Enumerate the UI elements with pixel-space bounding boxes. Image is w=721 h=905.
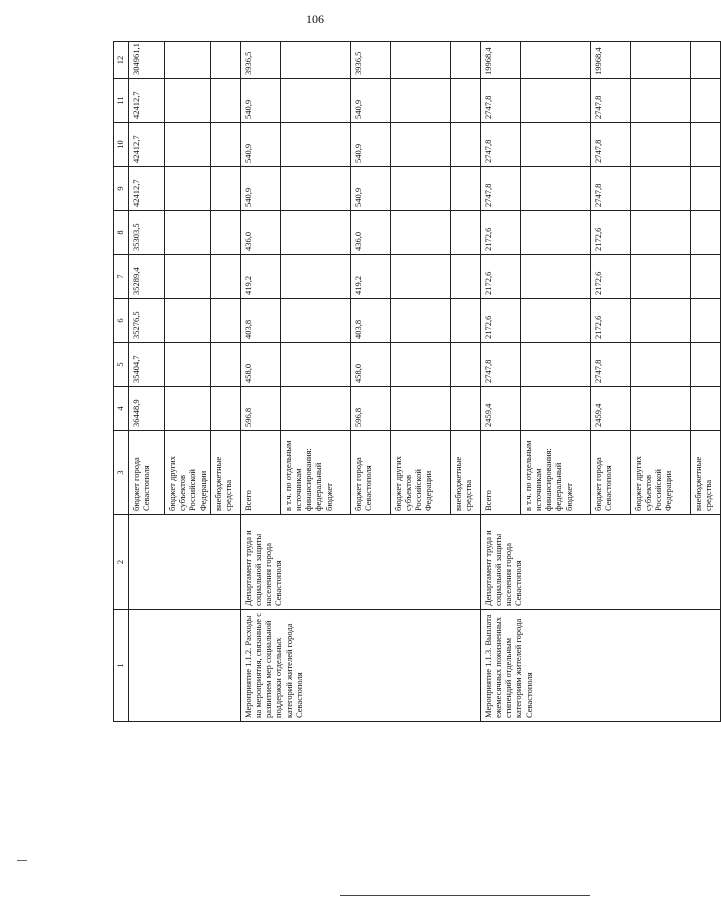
amount-cell	[520, 255, 590, 299]
amount-cell	[630, 42, 690, 79]
funding-source-cell: бюджет города Севастополя	[350, 431, 390, 515]
funding-source-cell: бюджет города Севастополя	[590, 431, 630, 515]
amount-cell	[630, 79, 690, 123]
amount-cell	[690, 255, 720, 299]
header-cell: 9	[114, 167, 129, 211]
amount-cell: 42412,7	[129, 167, 165, 211]
amount-cell: 2747,8	[590, 79, 630, 123]
amount-cell	[520, 79, 590, 123]
department-cell	[129, 515, 241, 610]
amount-cell: 540,9	[350, 79, 390, 123]
amount-cell: 35276,5	[129, 299, 165, 343]
amount-cell	[390, 211, 450, 255]
amount-cell: 2172,6	[590, 211, 630, 255]
amount-cell	[450, 167, 480, 211]
amount-cell	[450, 42, 480, 79]
table-row	[129, 42, 165, 722]
table-row	[240, 42, 280, 722]
amount-cell	[690, 167, 720, 211]
amount-cell: 540,9	[240, 123, 280, 167]
amount-cell: 2747,8	[590, 123, 630, 167]
amount-cell: 2747,8	[480, 167, 520, 211]
amount-cell: 2747,8	[590, 343, 630, 387]
funding-source-cell: бюджет других субъектов Российской Федерации	[630, 431, 690, 515]
amount-cell	[450, 79, 480, 123]
amount-cell: 42412,7	[129, 123, 165, 167]
amount-cell: 2459,4	[590, 387, 630, 431]
department-cell: Департамент труда и социальной защиты населения города Севастополя	[240, 515, 480, 610]
amount-cell: 35289,4	[129, 255, 165, 299]
amount-cell	[390, 123, 450, 167]
header-cell: 1	[114, 610, 129, 722]
amount-cell	[280, 42, 350, 79]
amount-cell: 36448,9	[129, 387, 165, 431]
amount-cell	[280, 211, 350, 255]
amount-cell: 19968,4	[590, 42, 630, 79]
funding-source-cell: в т.ч. по отдельным источникам финансирования: федеральный бюджет	[280, 431, 350, 515]
header-row	[114, 42, 129, 722]
amount-cell: 2172,6	[590, 299, 630, 343]
measure-title-cell	[129, 610, 241, 722]
amount-cell	[280, 343, 350, 387]
amount-cell	[280, 255, 350, 299]
funding-source-cell: бюджет города Севастополя	[129, 431, 165, 515]
amount-cell	[520, 387, 590, 431]
amount-cell: 2747,8	[480, 343, 520, 387]
amount-cell	[520, 123, 590, 167]
amount-cell	[165, 343, 211, 387]
amount-cell: 3936,5	[240, 42, 280, 79]
amount-cell	[280, 387, 350, 431]
amount-cell: 436,0	[240, 211, 280, 255]
amount-cell	[630, 123, 690, 167]
amount-cell: 2172,6	[590, 255, 630, 299]
amount-cell: 2172,6	[480, 211, 520, 255]
amount-cell	[210, 387, 240, 431]
funding-source-cell: бюджет других субъектов Российской Федерации	[390, 431, 450, 515]
rotated-table-container	[113, 42, 713, 722]
amount-cell: 304961,1	[129, 42, 165, 79]
amount-cell	[390, 79, 450, 123]
table-row	[480, 42, 520, 722]
amount-cell	[210, 255, 240, 299]
amount-cell	[165, 299, 211, 343]
funding-source-cell: внебюджетные средства	[690, 431, 720, 515]
amount-cell	[280, 79, 350, 123]
amount-cell	[630, 299, 690, 343]
department-cell: Департамент труда и социальной защиты населения города Севастополя	[480, 515, 720, 610]
amount-cell	[165, 42, 211, 79]
amount-cell: 596,8	[350, 387, 390, 431]
amount-cell: 596,8	[240, 387, 280, 431]
amount-cell: 540,9	[350, 123, 390, 167]
header-cell: 7	[114, 255, 129, 299]
amount-cell	[690, 42, 720, 79]
funding-source-cell: внебюджетные средства	[210, 431, 240, 515]
header-cell: 11	[114, 79, 129, 123]
funding-source-cell: внебюджетные средства	[450, 431, 480, 515]
amount-cell	[690, 79, 720, 123]
amount-cell	[630, 167, 690, 211]
funding-source-cell: Всего	[480, 431, 520, 515]
amount-cell	[210, 167, 240, 211]
amount-cell	[165, 255, 211, 299]
amount-cell	[690, 211, 720, 255]
amount-cell	[165, 79, 211, 123]
amount-cell	[630, 387, 690, 431]
amount-cell: 458,0	[350, 343, 390, 387]
amount-cell	[690, 387, 720, 431]
amount-cell: 42412,7	[129, 79, 165, 123]
amount-cell	[450, 211, 480, 255]
amount-cell	[520, 343, 590, 387]
budget-table	[113, 41, 721, 722]
amount-cell	[450, 255, 480, 299]
amount-cell	[165, 211, 211, 255]
amount-cell	[520, 42, 590, 79]
amount-cell	[520, 167, 590, 211]
funding-source-cell: в т.ч. по отдельным источникам финансирования: федеральный бюджет	[520, 431, 590, 515]
amount-cell	[390, 42, 450, 79]
amount-cell: 419,2	[240, 255, 280, 299]
amount-cell	[690, 123, 720, 167]
measure-title-cell: Мероприятие 1.1.2. Расходы на мероприятия, связанные с развитием мер социальной поддержки отдельных категорий жителей города Севастополя	[240, 610, 480, 722]
amount-cell	[630, 255, 690, 299]
amount-cell	[280, 299, 350, 343]
amount-cell	[165, 167, 211, 211]
header-cell: 3	[114, 431, 129, 515]
amount-cell: 540,9	[350, 167, 390, 211]
amount-cell	[210, 79, 240, 123]
amount-cell: 403,8	[240, 299, 280, 343]
amount-cell	[450, 123, 480, 167]
amount-cell: 403,8	[350, 299, 390, 343]
amount-cell: 35303,5	[129, 211, 165, 255]
bottom-rule	[340, 895, 590, 896]
header-cell: 6	[114, 299, 129, 343]
amount-cell	[630, 211, 690, 255]
amount-cell	[450, 387, 480, 431]
amount-cell	[210, 123, 240, 167]
amount-cell	[390, 343, 450, 387]
amount-cell	[520, 299, 590, 343]
header-cell: 12	[114, 42, 129, 79]
amount-cell: 2459,4	[480, 387, 520, 431]
amount-cell: 2747,8	[480, 123, 520, 167]
amount-cell	[520, 211, 590, 255]
amount-cell	[390, 299, 450, 343]
amount-cell: 2747,8	[590, 167, 630, 211]
amount-cell	[690, 299, 720, 343]
amount-cell	[210, 343, 240, 387]
amount-cell: 540,9	[240, 167, 280, 211]
header-cell: 8	[114, 211, 129, 255]
amount-cell: 2172,6	[480, 299, 520, 343]
amount-cell	[450, 299, 480, 343]
header-cell: 5	[114, 343, 129, 387]
amount-cell	[390, 387, 450, 431]
amount-cell	[210, 299, 240, 343]
funding-source-cell: бюджет других субъектов Российской Федерации	[165, 431, 211, 515]
amount-cell	[390, 255, 450, 299]
amount-cell	[210, 42, 240, 79]
amount-cell: 3936,5	[350, 42, 390, 79]
amount-cell: 458,0	[240, 343, 280, 387]
measure-title-cell: Мероприятие 1.1.3. Выплата ежемесячных пожизненных стипендий отдельным категориям жителей города Севастополя	[480, 610, 720, 722]
amount-cell	[280, 123, 350, 167]
amount-cell: 540,9	[240, 79, 280, 123]
amount-cell	[630, 343, 690, 387]
amount-cell	[690, 343, 720, 387]
amount-cell	[210, 211, 240, 255]
amount-cell	[450, 343, 480, 387]
funding-source-cell: Всего	[240, 431, 280, 515]
amount-cell	[390, 167, 450, 211]
amount-cell: 419,2	[350, 255, 390, 299]
header-cell: 2	[114, 515, 129, 610]
amount-cell: 35404,7	[129, 343, 165, 387]
amount-cell: 2172,6	[480, 255, 520, 299]
table-body	[114, 42, 721, 722]
amount-cell	[165, 387, 211, 431]
page-number: 106	[306, 12, 324, 26]
header-cell: 10	[114, 123, 129, 167]
header-cell: 4	[114, 387, 129, 431]
amount-cell	[165, 123, 211, 167]
amount-cell: 436,0	[350, 211, 390, 255]
amount-cell: 19968,4	[480, 42, 520, 79]
margin-mark	[17, 860, 27, 861]
amount-cell	[280, 167, 350, 211]
amount-cell: 2747,8	[480, 79, 520, 123]
